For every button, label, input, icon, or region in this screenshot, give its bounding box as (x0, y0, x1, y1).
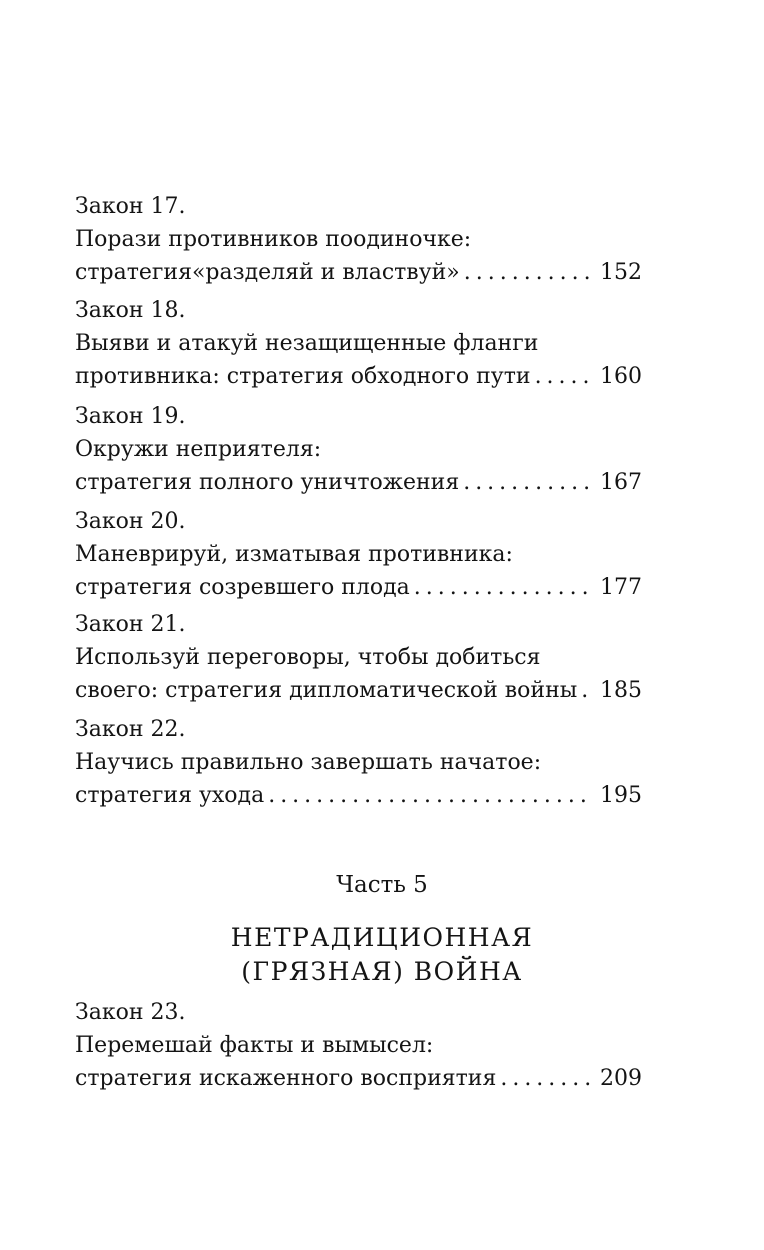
toc-entry-law-19 (75, 400, 642, 499)
dot-leader (463, 466, 592, 499)
toc-entry-law-18 (75, 294, 642, 393)
part-title-line: (ГРЯЗНАЯ) ВОЙНА (241, 957, 523, 986)
entry-title-line: стратегия созревшего плода (75, 575, 410, 600)
entry-heading: Закон 18. (75, 298, 186, 323)
entry-title-line: стратегия ухода (75, 783, 265, 808)
entry-heading: Закон 19. (75, 404, 186, 429)
toc-entry-law-20 (75, 505, 642, 604)
entry-leader-line (75, 674, 642, 707)
entry-title-line: стратегия искаженного восприятия (75, 1066, 497, 1091)
entry-title-line: своего: стратегия дипломатической войны (75, 678, 578, 703)
part-title (0, 921, 764, 989)
dot-leader (581, 674, 592, 707)
entry-title-line: противника: стратегия обходного пути (75, 364, 531, 389)
entry-leader-line (75, 466, 642, 499)
page-number: 209 (600, 1066, 642, 1091)
dot-leader (464, 256, 592, 289)
part-title-line: НЕТРАДИЦИОННАЯ (230, 923, 534, 952)
toc-entry-law-21 (75, 608, 642, 707)
page-number: 167 (600, 470, 642, 495)
toc-entry-law-17 (75, 190, 642, 289)
entry-title-line: стратегия полного уничтожения (75, 470, 460, 495)
entry-title-line: Окружи неприятеля: (75, 437, 322, 462)
entry-leader-line (75, 360, 642, 393)
dot-leader (500, 1062, 592, 1095)
dot-leader (268, 779, 592, 812)
page-number: 185 (600, 678, 642, 703)
toc-entry-law-23 (75, 996, 642, 1095)
entry-title-line: Научись правильно завершать начатое: (75, 750, 542, 775)
entry-heading: Закон 22. (75, 717, 186, 742)
page-number: 195 (600, 783, 642, 808)
entry-leader-line (75, 256, 642, 289)
entry-title-line: стратегия«разделяй и властвуй» (75, 260, 460, 285)
entry-heading: Закон 17. (75, 194, 186, 219)
entry-title-line: Порази противников поодиночке: (75, 227, 472, 252)
entry-heading: Закон 20. (75, 509, 186, 534)
dot-leader (414, 571, 592, 604)
entry-title-line: Маневрируй, изматывая противника: (75, 542, 513, 567)
entry-leader-line (75, 1062, 642, 1095)
page-number: 160 (600, 364, 642, 389)
dot-leader (535, 360, 592, 393)
entry-leader-line (75, 779, 642, 812)
entry-leader-line (75, 571, 642, 604)
entry-heading: Закон 21. (75, 612, 186, 637)
entry-title-line: Выяви и атакуй незащищенные фланги (75, 331, 539, 356)
page-number: 152 (600, 260, 642, 285)
entry-title-line: Используй переговоры, чтобы добиться (75, 645, 541, 670)
page-number: 177 (600, 575, 642, 600)
part-label: Часть 5 (336, 872, 428, 898)
toc-entry-law-22 (75, 713, 642, 812)
entry-heading: Закон 23. (75, 1000, 186, 1025)
entry-title-line: Перемешай факты и вымысел: (75, 1033, 434, 1058)
